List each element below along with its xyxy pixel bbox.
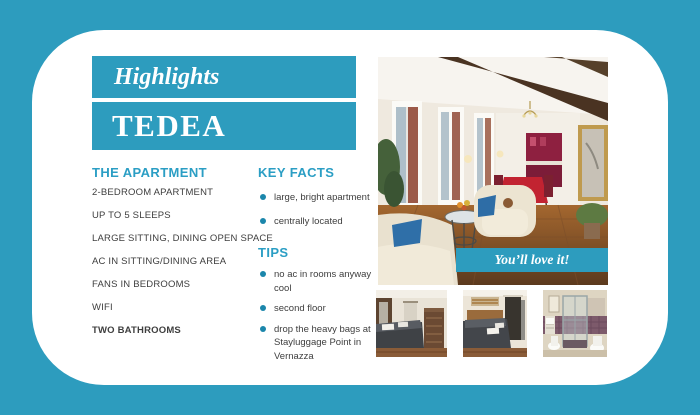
photo-caption-text: You’ll love it! — [494, 252, 570, 267]
tip-text: no ac in rooms anyway cool — [274, 269, 372, 294]
property-name: TEDEA — [112, 108, 227, 143]
tips-list — [258, 268, 374, 370]
apartment-feature: UP TO 5 SLEEPS — [92, 210, 171, 221]
apartment-heading: THE APARTMENT — [92, 165, 207, 180]
bullet-dot-icon — [260, 271, 266, 277]
bathroom-photo — [543, 290, 607, 357]
highlights-title: Highlights — [114, 63, 220, 90]
bedroom-one-illustration — [376, 290, 447, 357]
key-facts-heading: KEY FACTS — [258, 165, 335, 180]
apartment-feature: TWO BATHROOMS — [92, 325, 181, 336]
apartment-feature: LARGE SITTING, DINING OPEN SPACE — [92, 233, 273, 244]
bullet-dot-icon — [260, 326, 266, 332]
tip-text: second floor — [274, 303, 326, 314]
bullet-dot-icon — [260, 194, 266, 200]
bedroom-two-illustration — [463, 290, 527, 357]
apartment-feature: FANS IN BEDROOMS — [92, 279, 191, 290]
key-fact-item — [258, 191, 370, 205]
key-facts-list — [258, 191, 370, 238]
tip-text: drop the heavy bags at Stayluggage Point in Vernazza — [274, 323, 371, 362]
tips-heading: TIPS — [258, 245, 289, 260]
apartment-feature: AC IN SITTING/DINING AREA — [92, 256, 227, 267]
tip-item — [258, 323, 374, 364]
bedroom-one-photo — [376, 290, 447, 357]
bathroom-illustration — [543, 290, 607, 357]
apartment-feature: WIFI — [92, 302, 113, 313]
bullet-dot-icon — [260, 305, 266, 311]
key-fact-text: centrally located — [274, 215, 343, 227]
apartment-feature: 2-BEDROOM APARTMENT — [92, 187, 214, 198]
highlights-banner — [92, 56, 356, 98]
apartment-feature-list — [92, 187, 273, 348]
key-fact-text: large, bright apartment — [274, 192, 370, 203]
tip-item — [258, 268, 374, 295]
tip-item — [258, 302, 374, 316]
bullet-dot-icon — [260, 218, 266, 224]
bedroom-two-photo — [463, 290, 527, 357]
key-fact-item — [258, 215, 370, 229]
photo-caption-banner — [456, 248, 608, 272]
property-name-banner — [92, 102, 356, 150]
